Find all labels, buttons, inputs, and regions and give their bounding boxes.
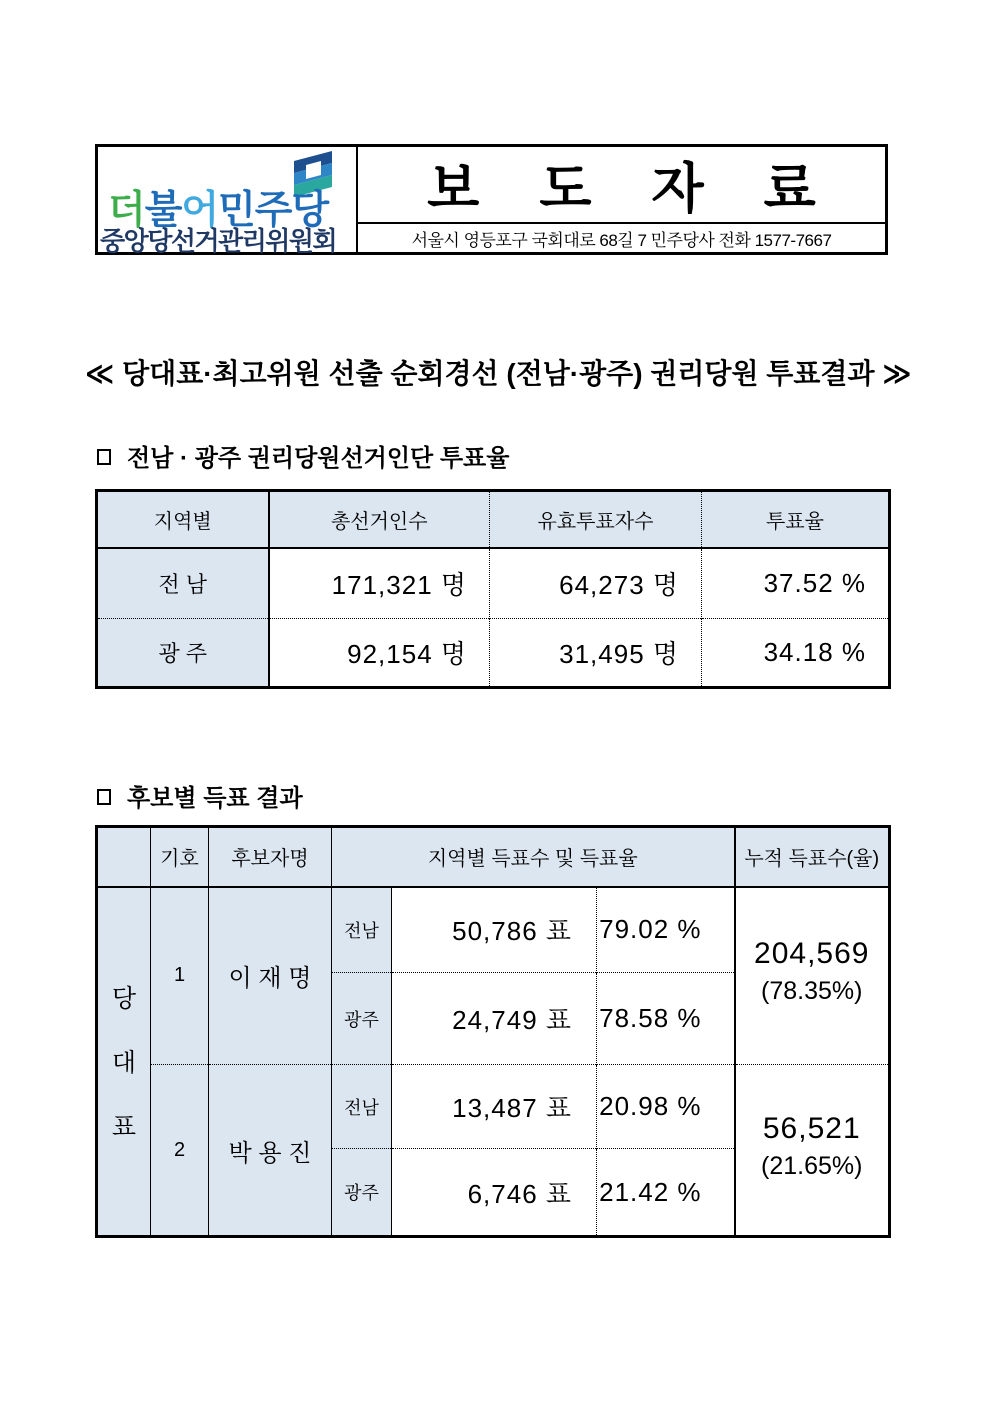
results-table: [95, 825, 891, 1238]
region-label-cell: 광주: [332, 973, 392, 1065]
results-header-row: [97, 827, 890, 887]
turnout-cell: 34.18 %: [702, 619, 890, 688]
cumulative-cell: [735, 887, 890, 1065]
table-row: [97, 1065, 890, 1149]
document-title: ≪ 당대표·최고위원 선출 순회경선 (전남·광주) 권리당원 투표결과 ≫: [85, 358, 912, 389]
party-name-char: 불: [144, 189, 182, 232]
percent-cell: 79.02 %: [597, 887, 735, 973]
section1-heading-text: 전남 · 광주 권리당원선거인단 투표율: [127, 445, 510, 472]
votes-cell: 6,746 표: [392, 1149, 597, 1237]
electors-cell: 171,321 명: [269, 548, 490, 619]
valid-voters-cell: 64,273 명: [490, 548, 702, 619]
section2-heading: [97, 778, 303, 813]
valid-voters-cell: 31,495 명: [490, 619, 702, 688]
press-release-title: 보도자료: [358, 147, 885, 224]
turnout-header-row: [97, 491, 890, 548]
votes-cell: 50,786 표: [392, 887, 597, 973]
region-label-cell: 전남: [332, 1065, 392, 1149]
col-header-region: 지역별: [97, 491, 269, 548]
percent-cell: 20.98 %: [597, 1065, 735, 1149]
turnout-cell: 37.52 %: [702, 548, 890, 619]
cumulative-votes: 56,521: [762, 1111, 861, 1145]
candidate-name-cell: 이 재 명: [209, 887, 332, 1065]
table-row: [97, 887, 890, 973]
col-header-electors: 총선거인수: [269, 491, 490, 548]
org-name: 중앙당선거관리위원회: [100, 226, 337, 256]
candidate-number-cell: 1: [151, 887, 209, 1065]
candidate-number-cell: 2: [151, 1065, 209, 1237]
votes-cell: 13,487 표: [392, 1065, 597, 1149]
region-label-cell: 광주: [332, 1149, 392, 1237]
party-logo: [98, 147, 358, 256]
region-cell: 광 주: [97, 619, 269, 688]
party-name-char: 당: [291, 189, 329, 232]
col-header-valid-voters: 유효투표자수: [490, 491, 702, 548]
party-name-char: 주: [254, 189, 292, 232]
position-char: 당: [111, 985, 137, 1014]
region-label-cell: 전남: [332, 887, 392, 973]
square-bullet-icon: [97, 449, 111, 465]
col-header-position: [97, 827, 151, 887]
table-row: [97, 619, 890, 688]
press-header-right: [358, 147, 885, 252]
votes-cell: 24,749 표: [392, 973, 597, 1065]
party-name-char: 더: [108, 189, 145, 232]
col-header-cumulative: 누적 득표수(율): [735, 827, 890, 887]
cumulative-votes: 204,569: [754, 937, 870, 971]
percent-cell: 78.58 %: [597, 973, 735, 1065]
position-label: [98, 979, 150, 1143]
press-header-box: [95, 144, 888, 255]
candidate-name-cell: 박 용 진: [209, 1065, 332, 1237]
party-name-char: 어: [181, 189, 219, 232]
section2-heading-text: 후보별 득표 결과: [127, 785, 303, 812]
col-header-turnout: 투표율: [702, 491, 890, 548]
region-cell: 전 남: [97, 548, 269, 619]
square-bullet-icon: [97, 789, 111, 805]
position-char: 대: [111, 1049, 137, 1078]
col-header-candidate: 후보자명: [209, 827, 332, 887]
turnout-table: [95, 489, 891, 689]
party-address: 서울시 영등포구 국회대로 68길 7 민주당사 전화 1577-7667: [411, 230, 832, 250]
position-cell: [97, 887, 151, 1237]
cumulative-percent: (78.35%): [761, 977, 863, 1006]
section1-heading: [97, 438, 509, 473]
percent-cell: 21.42 %: [597, 1149, 735, 1237]
col-header-regional-results: 지역별 득표수 및 득표율: [332, 827, 735, 887]
table-row: [97, 548, 890, 619]
electors-cell: 92,154 명: [269, 619, 490, 688]
cumulative-percent: (21.65%): [761, 1151, 863, 1180]
party-name-char: 민: [218, 189, 255, 232]
position-char: 표: [111, 1113, 137, 1142]
cumulative-cell: [735, 1065, 890, 1237]
col-header-number: 기호: [151, 827, 209, 887]
